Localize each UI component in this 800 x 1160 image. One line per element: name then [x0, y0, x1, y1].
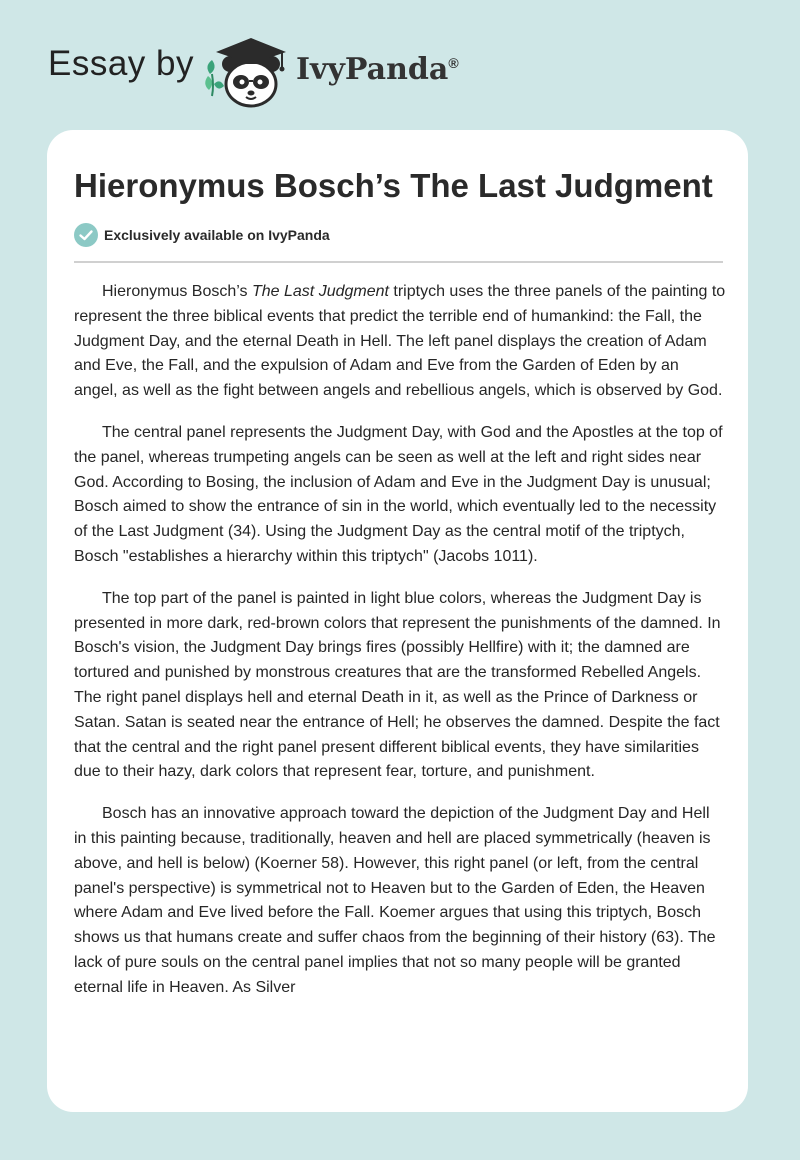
essay-card — [47, 130, 748, 1112]
essay-body — [74, 280, 726, 1018]
panda-graduation-cap-icon — [200, 34, 292, 110]
page-title: Hieronymus Bosch’s The Last Judgment — [74, 167, 713, 204]
registered-mark: ® — [448, 55, 459, 71]
brand-prefix: Essay by — [48, 44, 194, 83]
paragraph: Bosch has an innovative approach toward the depiction of the Judgment Day and Hell in this painting because, traditionally, heaven and hell are placed symmetrically (heaven is above, and hell is below) (Koerner 58). However, this right panel (or left, from the central panel's perspective) is symmetrical not to Heaven but to the Garden of Eden, the Heaven where Adam and Eve lived before the Fall. Koemer argues that using this triptych, Bosch shows us that humans create and suffer chaos from the beginning of their history (63). The lack of pure souls on the central panel implies that not so many people will be granted eternal life in Heaven. As Silver — [74, 805, 716, 996]
badge-label: Exclusively available on IvyPanda — [104, 227, 330, 243]
artwork-title: The Last Judgment — [251, 283, 389, 300]
check-circle-icon — [74, 223, 98, 247]
paragraph: The central panel represents the Judgment Day, with God and the Apostles at the top of the panel, whereas trumpeting angels can be seen as well at the left and right sides near God. According to Bosing, the inclusion of Adam and Eve in the Judgment Day is unusual; Bosch aimed to show the entrance of sin in the world, which eventually led to the necessity of the Last Judgment (34). Using the Judgment Day as the central motif of the triptych, Bosch "establishes a hierarchy within this triptych" (Jacobs 1011). — [74, 423, 723, 565]
divider — [74, 261, 723, 263]
brand-name[interactable]: IvyPanda® — [296, 52, 459, 87]
paragraph: The top part of the panel is painted in light blue colors, whereas the Judgment Day is presented in more dark, red-brown colors that represent the punishments of the damned. In Bosch's vision, the Judgment Day brings fires (possibly Hellfire) with it; the damned are tortured and punished by monstrous creatures that are the transformed Rebelled Angels. The right panel displays hell and eternal Death in it, as well as the Prince of Darkness or Satan. Satan is seated near the entrance of Hell; he observes the damned. Despite the fact that the central and the right panel present different biblical events, they have similarities due to their hazy, dark colors that represent fear, torture, and punishment. — [74, 589, 721, 781]
site-header — [0, 0, 800, 128]
paragraph: Hieronymus Bosch’s The Last Judgment triptych uses the three panels of the painting to represent the three biblical events that predict the terrible end of humankind: the Fall, the Judgment Day, and the eternal Death in Hell. The left panel displays the creation of Adam and Eve, the Fall, and the expulsion of Adam and Eve from the Garden of Eden by an angel, as well as the fight between angels and rebellious angels, which is observed by God. — [74, 283, 726, 400]
exclusive-badge — [74, 222, 330, 248]
